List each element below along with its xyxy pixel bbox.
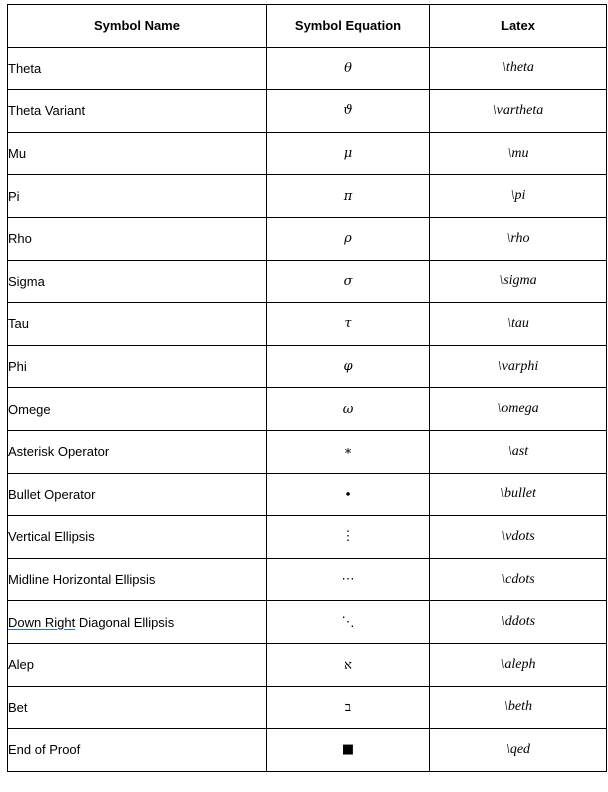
table-row: [8, 175, 607, 218]
latex-cell: \tau: [430, 303, 607, 346]
latex-cell: \vdots: [430, 516, 607, 559]
symbol-name-cell: Pi: [8, 175, 267, 218]
symbol-name-cell: [8, 601, 267, 644]
table-row: [8, 473, 607, 516]
symbol-name-cell: Tau: [8, 303, 267, 346]
latex-cell: \rho: [430, 217, 607, 260]
symbol-name-cell: Theta Variant: [8, 90, 267, 133]
table-row: [8, 729, 607, 772]
table-row: [8, 132, 607, 175]
symbol-name-cell: Mu: [8, 132, 267, 175]
symbol-equation-cell: ⋯: [267, 558, 430, 601]
latex-cell: \beth: [430, 686, 607, 729]
symbol-name-cell: End of Proof: [8, 729, 267, 772]
symbol-name-cell: Sigma: [8, 260, 267, 303]
table-row: [8, 217, 607, 260]
symbol-equation-cell: ⋱: [267, 601, 430, 644]
latex-cell: \pi: [430, 175, 607, 218]
symbol-name-cell: Omege: [8, 388, 267, 431]
table-row: [8, 260, 607, 303]
header-latex: Latex: [430, 5, 607, 48]
symbol-equation-cell: π: [267, 175, 430, 218]
latex-cell: \ddots: [430, 601, 607, 644]
table-row: [8, 345, 607, 388]
symbol-name-cell: Bet: [8, 686, 267, 729]
symbol-name-cell: Vertical Ellipsis: [8, 516, 267, 559]
symbol-equation-cell: ∙: [267, 473, 430, 516]
symbol-name-rest: Diagonal Ellipsis: [75, 614, 175, 630]
symbol-equation-cell: σ: [267, 260, 430, 303]
latex-cell: \qed: [430, 729, 607, 772]
latex-cell: \bullet: [430, 473, 607, 516]
symbol-equation-cell: ω: [267, 388, 430, 431]
latex-cell: \aleph: [430, 643, 607, 686]
symbol-name-cell: Asterisk Operator: [8, 430, 267, 473]
symbol-equation-cell: א: [267, 643, 430, 686]
symbol-equation-cell: ■: [267, 729, 430, 772]
symbol-equation-cell: φ: [267, 345, 430, 388]
table-row: [8, 516, 607, 559]
latex-cell: \sigma: [430, 260, 607, 303]
symbol-name-cell: Midline Horizontal Ellipsis: [8, 558, 267, 601]
latex-cell: \vartheta: [430, 90, 607, 133]
header-symbol-equation: Symbol Equation: [267, 5, 430, 48]
symbol-equation-cell: ρ: [267, 217, 430, 260]
symbol-name-cell: Theta: [8, 47, 267, 90]
table-row: [8, 601, 607, 644]
latex-cell: \mu: [430, 132, 607, 175]
table-row: [8, 686, 607, 729]
latex-cell: \ast: [430, 430, 607, 473]
symbol-equation-cell: μ: [267, 132, 430, 175]
table-row: [8, 90, 607, 133]
symbol-equation-cell: θ: [267, 47, 430, 90]
symbol-equation-cell: ב: [267, 686, 430, 729]
symbol-name-cell: Alep: [8, 643, 267, 686]
symbol-equation-cell: τ: [267, 303, 430, 346]
latex-cell: \cdots: [430, 558, 607, 601]
table-row: [8, 388, 607, 431]
symbol-name-cell: Rho: [8, 217, 267, 260]
symbol-equation-cell: ∗: [267, 430, 430, 473]
spellcheck-underlined-text[interactable]: Down Right: [8, 614, 76, 630]
table-row: [8, 558, 607, 601]
table-row: [8, 430, 607, 473]
latex-cell: \omega: [430, 388, 607, 431]
symbol-equation-cell: ⋮: [267, 516, 430, 559]
header-row: [8, 5, 607, 48]
table-row: [8, 47, 607, 90]
symbol-equation-cell: ϑ: [267, 90, 430, 133]
table-row: [8, 303, 607, 346]
header-symbol-name: Symbol Name: [8, 5, 267, 48]
latex-cell: \theta: [430, 47, 607, 90]
symbol-table: [7, 4, 607, 772]
symbol-name-cell: Phi: [8, 345, 267, 388]
table-row: [8, 643, 607, 686]
latex-cell: \varphi: [430, 345, 607, 388]
symbol-name-cell: Bullet Operator: [8, 473, 267, 516]
